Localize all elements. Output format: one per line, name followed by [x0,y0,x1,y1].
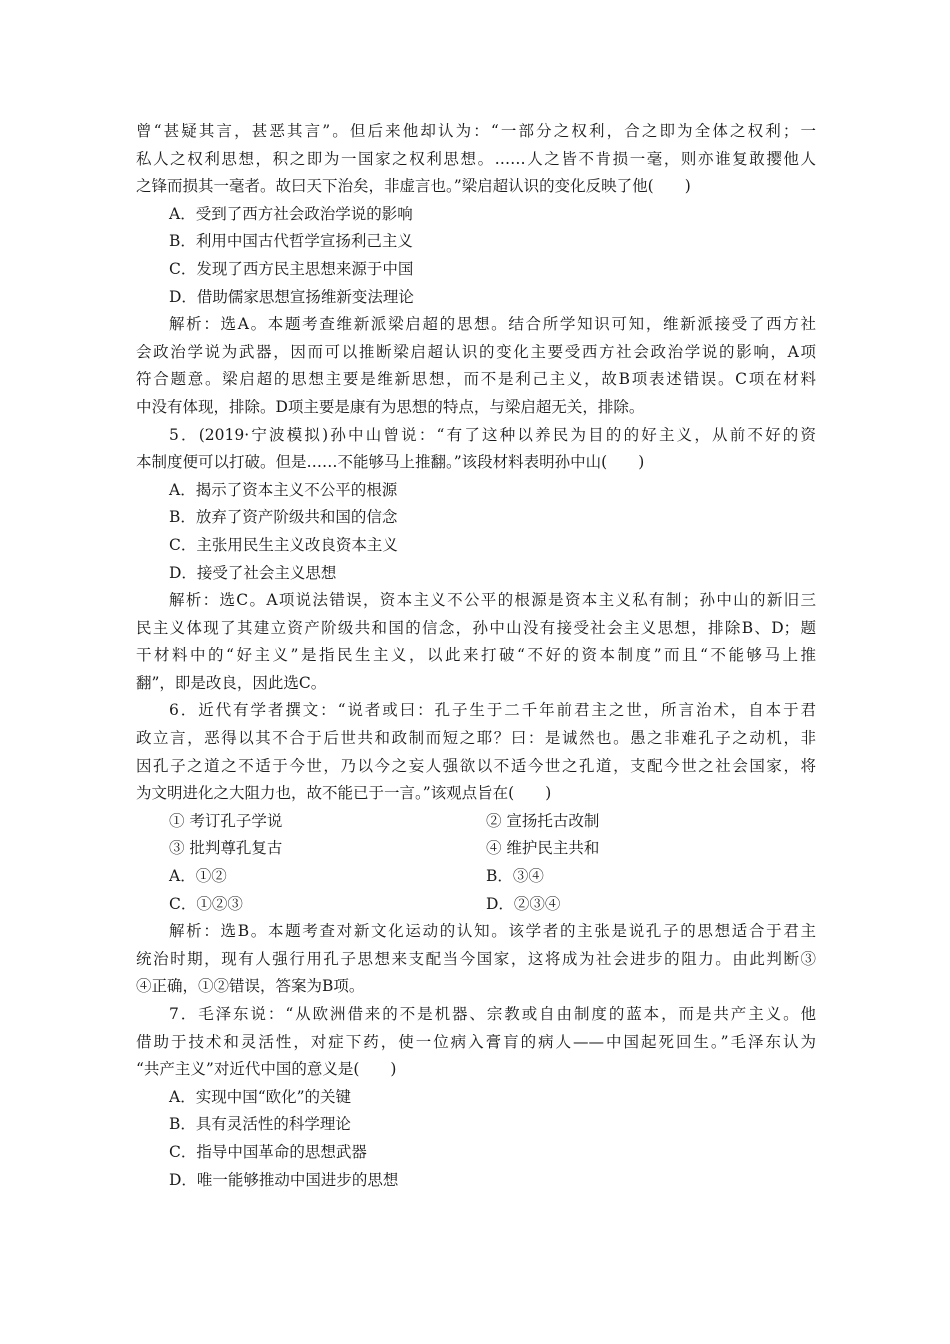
question-4-stem-line: 私人之权利思想，积之即为一国家之权利思想。……人之皆不肯损一毫，则亦谁复敢撄他人 [136,149,816,168]
question-7-stem-line: “共产主义”对近代中国的意义是( ) [136,1060,397,1079]
question-6-option-c: C．①②③ [169,894,243,913]
question-5-analysis: 干材料中的“好主义”是指民生主义，以此来打破“不好的资本制度”而且“不能够马上推 [136,646,816,665]
question-7-option-d: D．唯一能够推动中国进步的思想 [169,1170,399,1189]
question-6-stem-line: 为文明进化之大阻力也，故不能已于一言。”该观点旨在( ) [136,784,552,803]
question-4-analysis: 符合题意。梁启超的思想主要是维新思想，而不是利己主义，故B项表述错误。C项在材料 [136,370,816,389]
page-content [136,118,816,1194]
question-4-stem-line: 之锋而损其一毫者。故曰天下治矣，非虚言也。”梁启超认识的变化反映了他( ) [136,177,691,196]
question-7-option-a: A．实现中国“欧化”的关键 [169,1087,352,1106]
question-4-option-a: A．受到了西方社会政治学说的影响 [169,204,413,223]
question-6-analysis: 解析：选B。本题考查对新文化运动的认知。该学者的主张是说孔子的思想适合于君主 [169,922,816,941]
question-6-option-b: B．③④ [486,867,544,886]
question-6-statements-row [136,835,816,863]
question-6-statements-row [136,808,816,836]
question-6-option-d: D．②③④ [486,894,561,913]
question-4-option-d: D．借助儒家思想宣扬维新变法理论 [169,287,414,306]
question-6-stem-line: 因孔子之道之不适于今世，乃以今之妄人强欲以不适今世之孔道，支配今世之社会国家，将 [136,756,816,775]
question-6-option-a: A．①② [169,867,227,886]
question-5-stem-line: 5．(2019·宁波模拟)孙中山曾说：“有了这种以养民为目的的好主义，从前不好的资 [169,425,816,444]
question-5-option-a: A．揭示了资本主义不公平的根源 [169,480,398,499]
question-5-analysis: 翻”，即是改良，因此选C。 [136,673,327,692]
question-5-stem-line: 本制度便可以打破。但是……不能够马上推翻。”该段材料表明孙中山( ) [136,453,645,472]
question-7-stem-line: 借助于技术和灵活性，对症下药，使一位病入膏肓的病人——中国起死回生。”毛泽东认为 [136,1032,816,1051]
question-7-option-b: B．具有灵活性的科学理论 [169,1115,351,1134]
question-6-statement-1: ① 考订孔子学说 [169,811,283,830]
question-7-stem-line: 7．毛泽东说：“从欧洲借来的不是机器、宗教或自由制度的蓝本，而是共产主义。他 [169,1005,816,1023]
question-4-analysis: 解析：选A。本题考查维新派梁启超的思想。结合所学知识可知，维新派接受了西方社 [169,315,816,334]
question-6-stem-line: 政立言，恶得以其不合于后世共和政制而短之耶？曰：是诚然也。愚之非难孔子之动机，非 [136,729,816,748]
question-4-option-c: C．发现了西方民主思想来源于中国 [169,259,414,278]
question-6-statement-2: ② 宣扬托古改制 [486,811,600,830]
question-5-option-c: C．主张用民生主义改良资本主义 [169,535,398,554]
question-6-options-row [136,863,816,891]
question-7-option-c: C．指导中国革命的思想武器 [169,1142,367,1161]
question-4-analysis: 中没有体现，排除。D项主要是康有为思想的特点，与梁启超无关，排除。 [136,397,645,416]
question-4-option-b: B．利用中国古代哲学宣扬利己主义 [169,232,413,251]
question-6-analysis: 统治时期，现有人强行用孔子思想来支配当今国家，这将成为社会进步的阻力。由此判断③ [136,949,816,968]
question-6-analysis: ④正确，①②错误，答案为B项。 [136,977,365,996]
question-5-analysis: 民主义体现了其建立资产阶级共和国的信念，孙中山没有接受社会主义思想，排除B、D；题 [136,618,816,637]
question-6-statement-4: ④ 维护民主共和 [486,839,600,858]
question-5-option-d: D．接受了社会主义思想 [169,563,337,582]
question-6-statement-3: ③ 批判尊孔复古 [169,839,283,858]
question-6-options-row [136,891,816,919]
question-5-analysis: 解析：选C。A项说法错误，资本主义不公平的根源是资本主义私有制；孙中山的新旧三 [169,591,816,610]
question-5-option-b: B．放弃了资产阶级共和国的信念 [169,508,398,527]
question-4-stem-line: 曾“甚疑其言，甚恶其言”。但后来他却认为：“一部分之权利，合之即为全体之权利；一 [136,122,816,140]
question-6-stem-line: 6．近代有学者撰文：“说者或曰：孔子生于二千年前君主之世，所言治术，自本于君 [169,701,816,720]
question-4-analysis: 会政治学说为武器，因而可以推断梁启超认识的变化主要受西方社会政治学说的影响，A项 [136,342,816,361]
